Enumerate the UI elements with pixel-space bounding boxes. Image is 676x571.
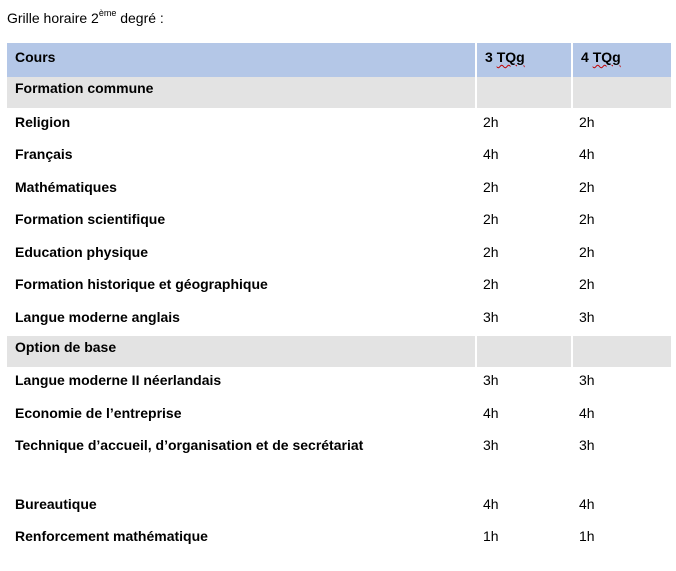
- table-row: [7, 432, 671, 465]
- section-cell-empty: [475, 77, 571, 108]
- section-row-option-de-base: [7, 336, 671, 367]
- course-name: Technique d’accueil, d’organisation et de secrétariat: [15, 437, 364, 454]
- table-row: [7, 141, 671, 174]
- course-name: Formation historique et géographique: [15, 276, 268, 293]
- hours-4tqg: 2h: [579, 113, 595, 130]
- spacer-cell: [475, 464, 571, 490]
- hours-4tqg: 1h: [579, 528, 595, 545]
- spacer-row: [7, 464, 671, 490]
- title-prefix: Grille horaire 2: [7, 10, 99, 26]
- hours-3tqg: 3h: [483, 437, 499, 454]
- table-row: [7, 108, 671, 141]
- course-name: Renforcement mathématique: [15, 528, 208, 545]
- hours-3tqg: 3h: [483, 372, 499, 389]
- title-superscript: ème: [98, 8, 117, 19]
- header-3tqg: [475, 43, 571, 77]
- table-row: [7, 523, 671, 556]
- hours-3tqg: 2h: [483, 178, 499, 195]
- section-row-formation-commune: [7, 77, 671, 108]
- hours-4tqg: 4h: [579, 495, 595, 512]
- table-header-row: [7, 43, 671, 77]
- header-3tqg-num: 3: [485, 49, 497, 65]
- spacer-cell: [571, 464, 671, 490]
- table-row: [7, 206, 671, 239]
- hours-3tqg: 4h: [483, 495, 499, 512]
- course-name: Langue moderne anglais: [15, 308, 180, 325]
- table-row: [7, 173, 671, 206]
- title-suffix: degré :: [116, 10, 164, 26]
- hours-4tqg: 3h: [579, 308, 595, 325]
- header-course: Cours: [7, 43, 475, 77]
- section-cell-empty: [475, 336, 571, 367]
- hours-3tqg: 3h: [483, 308, 499, 325]
- section-cell-empty: [571, 336, 671, 367]
- course-name: Français: [15, 146, 73, 163]
- schedule-table: [7, 43, 671, 555]
- course-name: Formation scientifique: [15, 211, 166, 228]
- section-cell-empty: [571, 77, 671, 108]
- header-4tqg-num: 4: [581, 49, 593, 65]
- table-row: [7, 238, 671, 271]
- hours-4tqg: 3h: [579, 372, 595, 389]
- course-name: Economie de l’entreprise: [15, 404, 182, 421]
- hours-4tqg: 2h: [579, 211, 595, 228]
- hours-4tqg: 2h: [579, 178, 595, 195]
- hours-4tqg: 4h: [579, 404, 595, 421]
- course-name: Mathématiques: [15, 178, 117, 195]
- table-row: [7, 490, 671, 523]
- table-row: [7, 271, 671, 304]
- spacer-cell: [7, 464, 475, 490]
- header-4tqg-code: TQg: [592, 49, 621, 65]
- hours-3tqg: 1h: [483, 528, 499, 545]
- hours-4tqg: 3h: [579, 437, 595, 454]
- document-title: [7, 9, 164, 27]
- hours-3tqg: 4h: [483, 404, 499, 421]
- hours-4tqg: 4h: [579, 146, 595, 163]
- header-4tqg: [571, 43, 671, 77]
- section-label: Formation commune: [7, 77, 475, 108]
- course-name: Langue moderne II néerlandais: [15, 372, 222, 389]
- table-row: [7, 367, 671, 400]
- hours-3tqg: 2h: [483, 113, 499, 130]
- table-row: [7, 303, 671, 336]
- hours-3tqg: 4h: [483, 146, 499, 163]
- hours-3tqg: 2h: [483, 243, 499, 260]
- hours-3tqg: 2h: [483, 276, 499, 293]
- hours-3tqg: 2h: [483, 211, 499, 228]
- hours-4tqg: 2h: [579, 243, 595, 260]
- hours-4tqg: 2h: [579, 276, 595, 293]
- header-3tqg-code: TQg: [496, 49, 525, 65]
- course-name: Education physique: [15, 243, 149, 260]
- course-name: Bureautique: [15, 495, 97, 512]
- section-label: Option de base: [7, 336, 475, 367]
- table-row: [7, 399, 671, 432]
- course-name: Religion: [15, 113, 71, 130]
